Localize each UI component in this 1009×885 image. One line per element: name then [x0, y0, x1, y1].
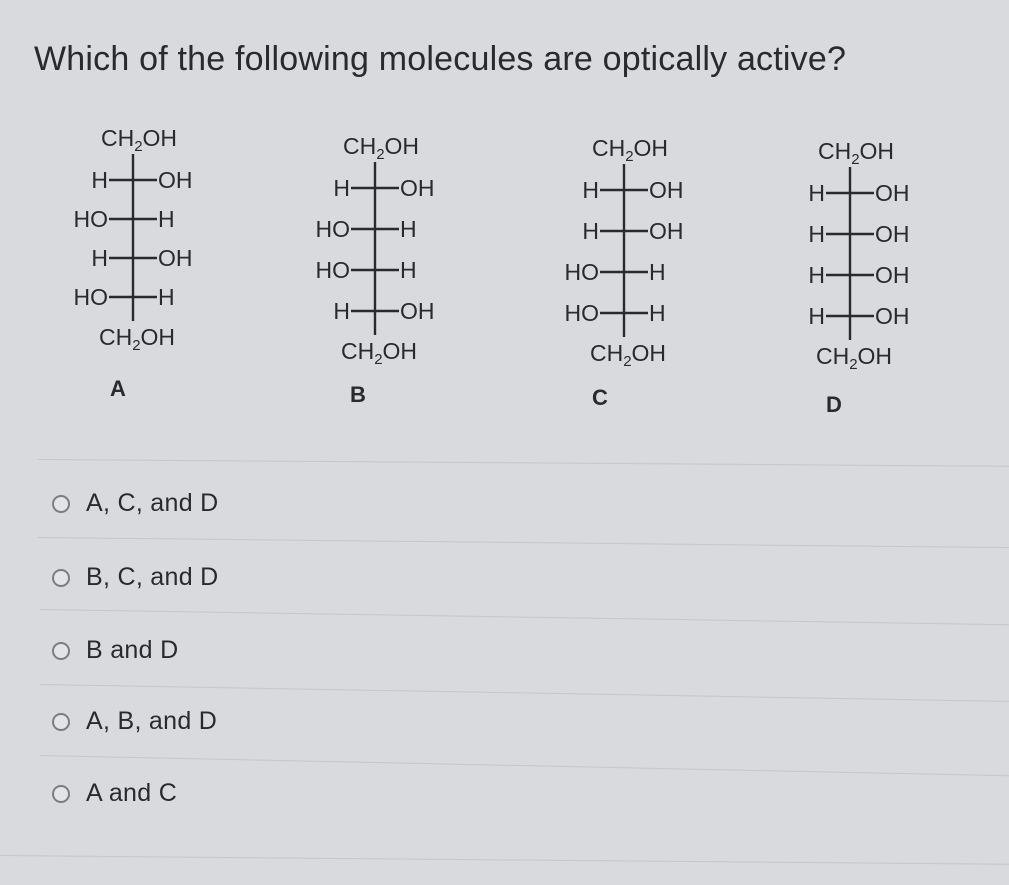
right-substituent: H [400, 216, 417, 242]
left-substituent: HO [315, 257, 350, 283]
divider [38, 537, 1009, 548]
right-substituent: OH [158, 167, 193, 193]
bottom-group-label: $CH_2OH$ [589, 340, 667, 370]
molecule-label-a: A [110, 376, 126, 401]
left-substituent: H [333, 175, 350, 201]
question-text: Which of the following molecules are optically active? [34, 40, 847, 78]
bottom-group-label: $CH_2OH$ [340, 338, 418, 368]
radio-button[interactable] [52, 785, 70, 803]
left-substituent: H [582, 218, 599, 244]
left-substituent: H [808, 180, 825, 206]
bottom-group-label: $CH_2OH$ [815, 343, 893, 373]
left-substituent: HO [73, 206, 108, 232]
divider [40, 684, 1009, 702]
divider [0, 855, 1009, 865]
option-label: B, C, and D [86, 563, 219, 591]
left-substituent: HO [315, 216, 350, 242]
left-substituent: H [808, 303, 825, 329]
divider [40, 609, 1009, 625]
option-label: A, C, and D [86, 489, 219, 517]
right-substituent: OH [875, 180, 910, 206]
right-substituent: OH [400, 298, 435, 324]
answer-option-acd[interactable] [52, 489, 219, 518]
right-substituent: H [158, 206, 175, 232]
fischer-projection [275, 128, 465, 428]
right-substituent: OH [875, 221, 910, 247]
right-substituent: OH [875, 262, 910, 288]
divider [40, 755, 1009, 776]
option-label: B and D [86, 636, 179, 664]
right-substituent: OH [875, 303, 910, 329]
molecule-a [30, 120, 220, 420]
top-group-label: $CH_2OH$ [817, 138, 895, 168]
left-substituent: HO [73, 284, 108, 310]
left-substituent: HO [564, 259, 599, 285]
fischer-projection [528, 130, 718, 430]
top-group-label: $CH_2OH$ [342, 133, 420, 163]
right-substituent: OH [158, 245, 193, 271]
molecule-b [275, 128, 465, 428]
answer-option-bd[interactable] [52, 636, 178, 665]
left-substituent: H [91, 245, 108, 271]
top-group-label: $CH_2OH$ [100, 125, 178, 155]
option-label: A and C [86, 779, 178, 807]
molecule-label-c: C [592, 385, 608, 410]
molecule-d [778, 133, 968, 433]
left-substituent: H [808, 221, 825, 247]
top-group-label: $CH_2OH$ [591, 135, 669, 165]
answer-option-abd[interactable] [52, 707, 217, 736]
right-substituent: OH [400, 175, 435, 201]
left-substituent: H [808, 262, 825, 288]
option-label: A, B, and D [86, 707, 218, 735]
right-substituent: H [400, 257, 417, 283]
right-substituent: OH [649, 177, 684, 203]
fischer-projection [778, 133, 968, 433]
radio-button[interactable] [52, 642, 70, 660]
radio-button[interactable] [52, 713, 70, 731]
molecule-label-b: B [350, 382, 366, 407]
left-substituent: H [582, 177, 599, 203]
fischer-projection [30, 120, 220, 420]
left-substituent: H [91, 167, 108, 193]
answer-option-ac[interactable] [52, 779, 177, 808]
molecule-c [528, 130, 718, 430]
divider [38, 459, 1009, 467]
right-substituent: OH [649, 218, 684, 244]
left-substituent: HO [564, 300, 599, 326]
right-substituent: H [158, 284, 175, 310]
molecule-label-d: D [826, 392, 842, 417]
left-substituent: H [333, 298, 350, 324]
right-substituent: H [649, 300, 666, 326]
radio-button[interactable] [52, 495, 70, 513]
radio-button[interactable] [52, 569, 70, 587]
right-substituent: H [649, 259, 666, 285]
answer-option-bcd[interactable] [52, 563, 219, 592]
bottom-group-label: $CH_2OH$ [98, 324, 176, 354]
